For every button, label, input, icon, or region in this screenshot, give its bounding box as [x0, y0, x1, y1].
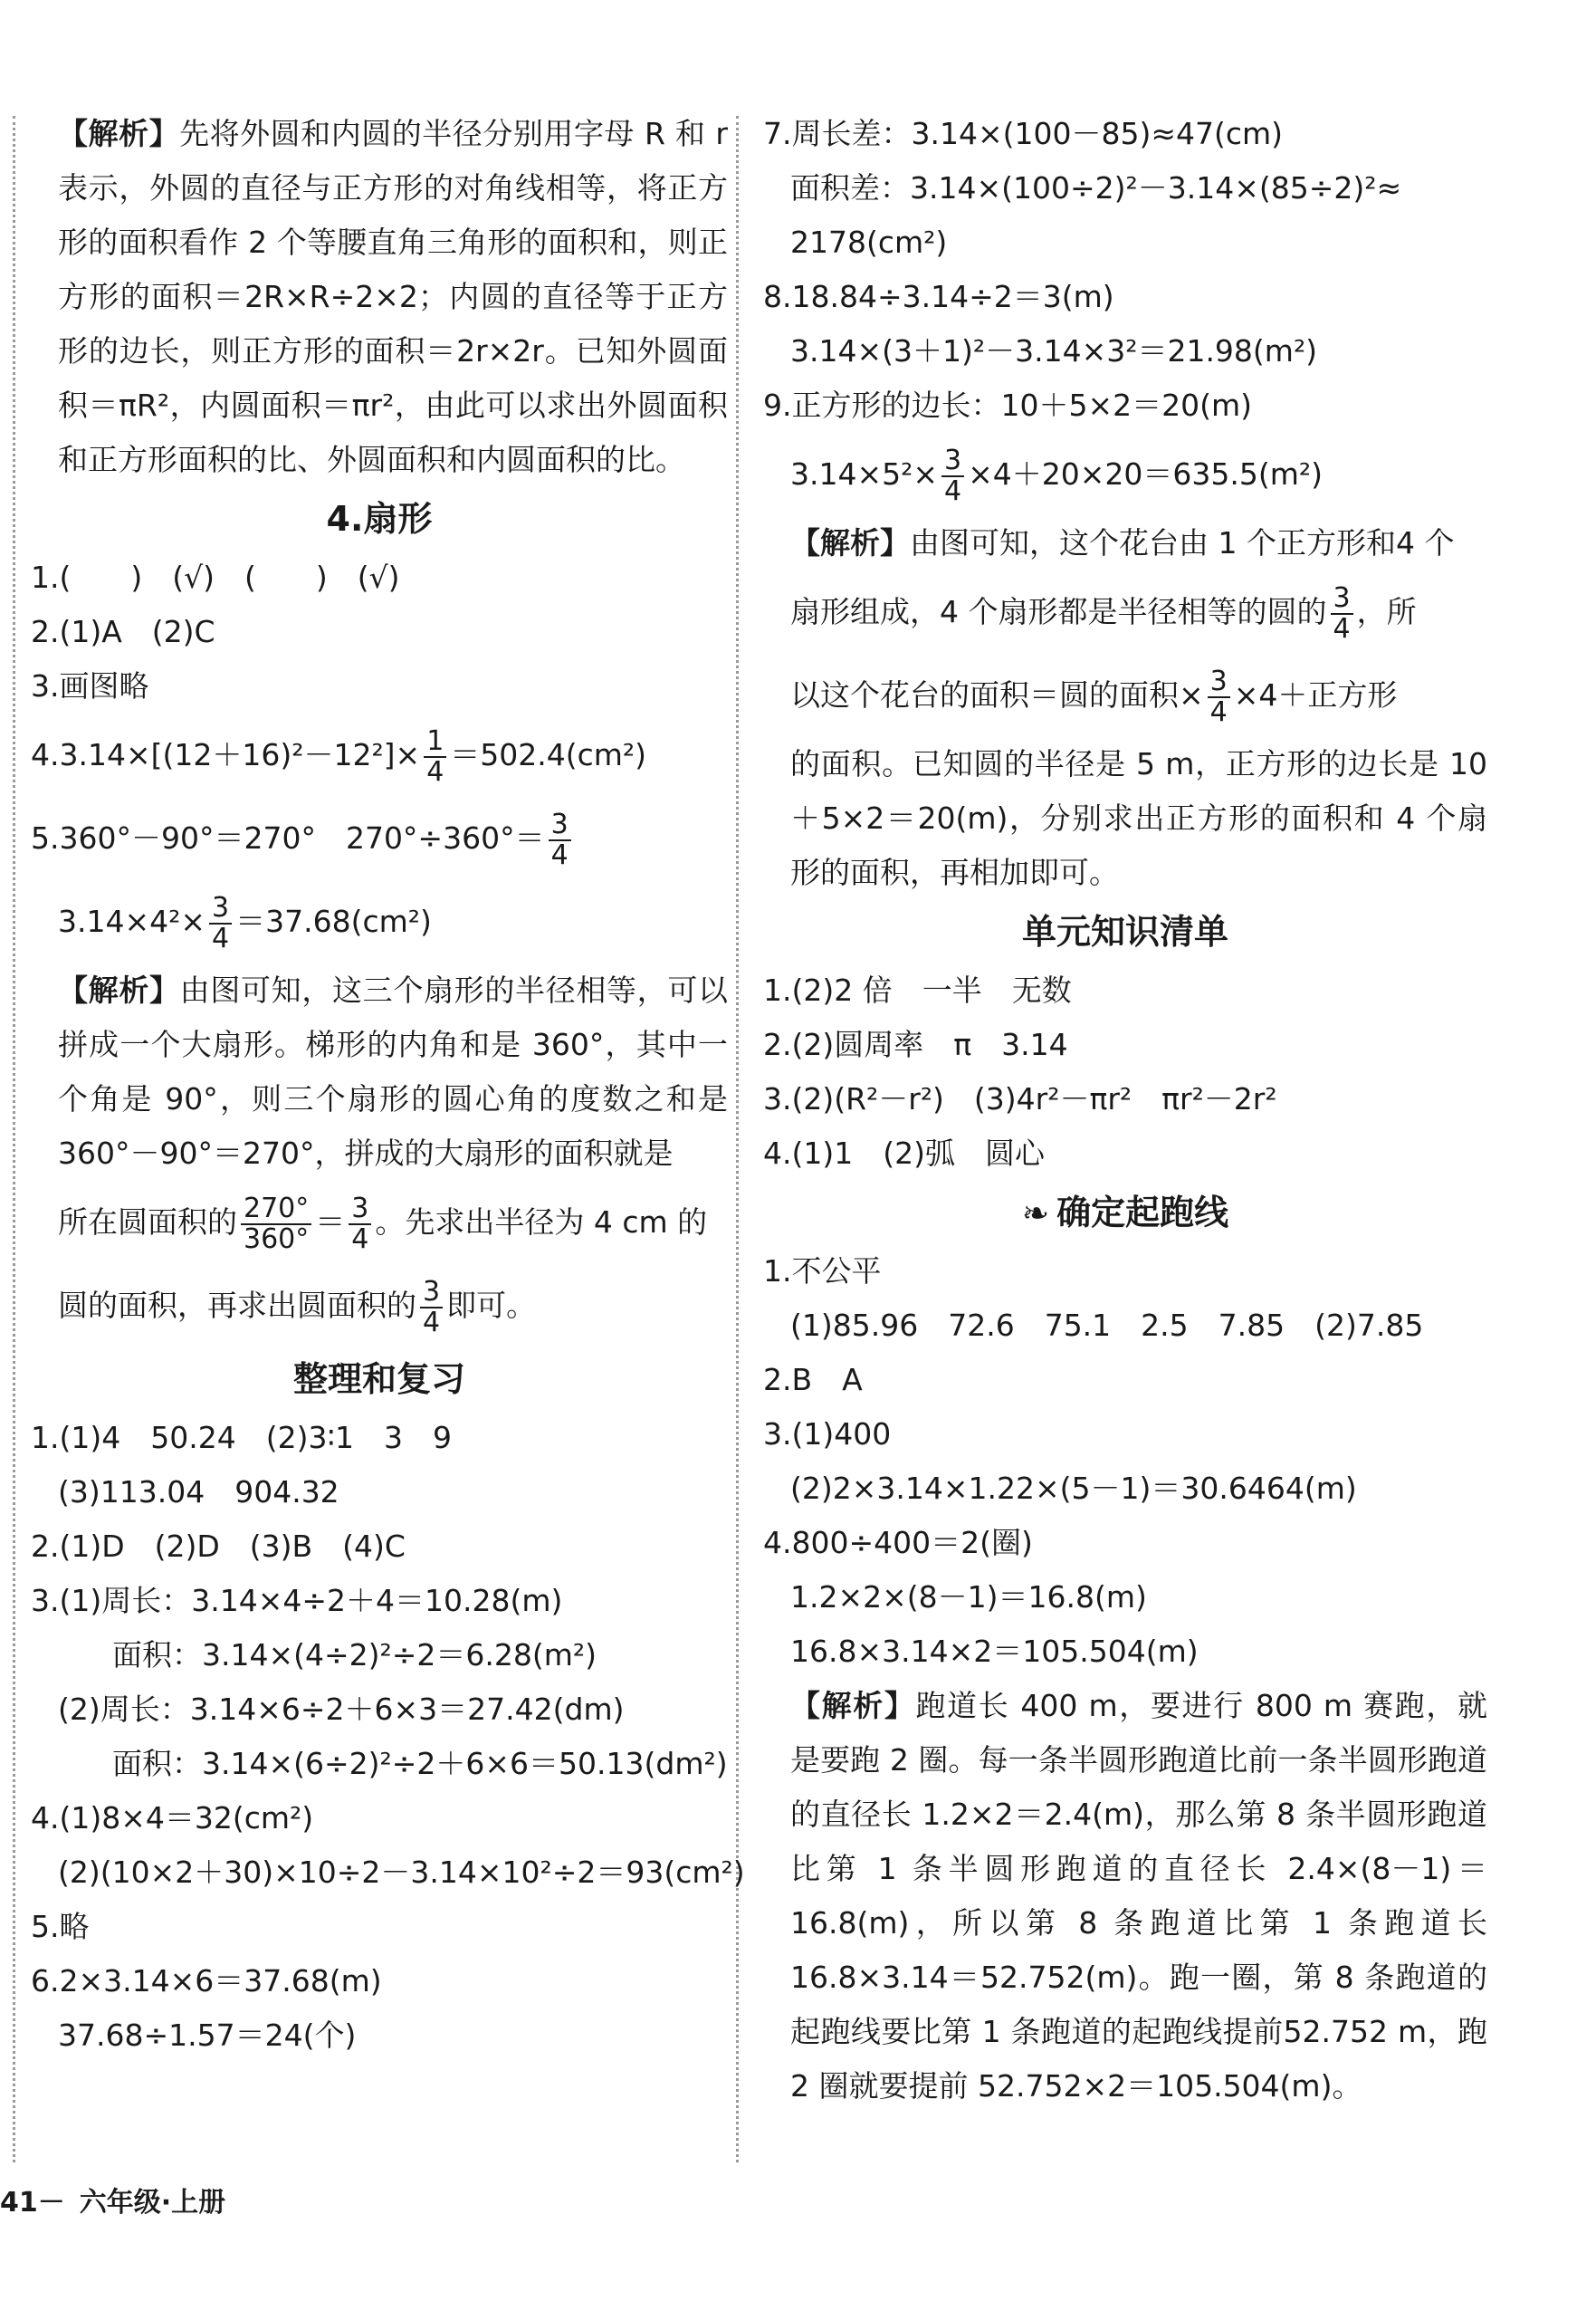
answer-line: 6.2×3.14×6＝37.68(m)	[31, 1963, 382, 1998]
answer-line: 3.(1)400	[763, 1416, 892, 1452]
analysis-line	[763, 516, 1487, 570]
analysis-line	[31, 1264, 728, 1347]
page-number: 41－	[0, 2187, 65, 2219]
fraction-denominator: 4	[426, 755, 444, 788]
analysis-tag: 【解析】	[58, 116, 180, 151]
answer-line: 2.(2)圆周率 π 3.14	[763, 1027, 1068, 1062]
expr-text: 4.3.14×[(12＋16)²－12²]×	[31, 737, 421, 772]
analysis-text: 圆的面积，再求出圆面积的	[58, 1288, 416, 1323]
answer-line: 3.14×(3＋1)²－3.14×3²＝21.98(m²)	[790, 333, 1318, 369]
analysis-text: 由图可知，这三个扇形的半径相等，可以拼成一个大扇形。梯形的内角和是 360°，其中一个角是 90°，则三个扇形的圆心角的度数之和是 360°－90°＝270°，拼成的大扇形的面积就是	[58, 973, 729, 1171]
answer-line: (3)113.04 904.32	[58, 1474, 339, 1510]
fraction-numerator: 3	[941, 446, 964, 477]
section-title-unit-checklist: 单元知识清单	[1021, 912, 1228, 952]
answer-line: 4.800÷400＝2(圈)	[763, 1525, 1033, 1560]
answer-line	[763, 433, 1487, 516]
answer-line: 2.(1)D (2)D (3)B (4)C	[31, 1529, 406, 1564]
answer-line: 面积：3.14×(4÷2)²÷2＝6.28(m²)	[112, 1637, 597, 1673]
right-column	[763, 107, 1487, 2114]
answer-line	[31, 797, 728, 880]
analysis-paragraph	[763, 1679, 1487, 2114]
answer-line: 3.(2)(R²－r²) (3)4r²－πr² πr²－2r²	[763, 1081, 1277, 1117]
fraction	[420, 1278, 443, 1337]
fraction-numerator: 3	[549, 810, 571, 841]
analysis-line	[763, 654, 1487, 737]
fraction	[241, 1194, 311, 1253]
expr-text: ×4＋20×20＝635.5(m²)	[968, 456, 1323, 492]
section-title-text: 确定起跑线	[1056, 1193, 1229, 1232]
page-footer	[0, 2181, 225, 2226]
answer-line: (2)(10×2＋30)×10÷2－3.14×10²÷2＝93(cm²)	[58, 1855, 745, 1890]
fraction-numerator: 270°	[241, 1194, 311, 1225]
fraction-numerator: 3	[209, 894, 232, 925]
analysis-line	[763, 570, 1487, 654]
analysis-text: 先将外圆和内圆的半径分别用字母 R 和 r 表示，外圆的直径与正方形的对角线相等，将正方形的面积看作 2 个等腰直角三角形的面积和，则正方形的面积＝2R×R÷2×2；内圆的直径等于正方形的边长，则正方形的面积＝2r×2r。已知外圆面积＝πR²，内圆面积＝πr²，由此可以求出外圆面积和正方形面积的比、外圆面积和内圆面积的比。	[58, 116, 728, 477]
section-title-starting-line	[763, 1181, 1487, 1244]
fraction-numerator: 3	[1331, 584, 1353, 615]
answer-line: 5.略	[31, 1909, 90, 1944]
book-label: 六年级·上册	[79, 2187, 226, 2219]
answer-line: (2)周长：3.14×6÷2＋6×3＝27.42(dm)	[58, 1692, 625, 1727]
expr-text: 3.14×4²×	[58, 904, 206, 939]
analysis-tag: 【解析】	[790, 1688, 916, 1723]
sprout-icon: ❧	[1021, 1195, 1050, 1232]
fraction	[209, 894, 232, 953]
section-title-sector: 4.扇形	[326, 499, 433, 539]
analysis-text: ×4＋正方形	[1233, 677, 1398, 713]
analysis-text: 扇形组成，4 个扇形都是半径相等的圆的	[790, 594, 1327, 629]
answer-line: 2178(cm²)	[790, 225, 948, 260]
analysis-text: 以这个花台的面积＝圆的面积×	[790, 677, 1204, 713]
answer-line: 1.(1)4 50.24 (2)3∶1 3 9	[31, 1420, 453, 1455]
answer-line: 2.B A	[763, 1362, 863, 1397]
analysis-text: 所在圆面积的	[58, 1204, 237, 1240]
answer-line: 1.(2)2 倍 一半 无数	[763, 973, 1072, 1008]
fraction-denominator: 4	[944, 474, 962, 507]
expr-text: 5.360°－90°＝270° 270°÷360°＝	[31, 820, 545, 856]
fraction-numerator: 3	[420, 1278, 443, 1308]
analysis-paragraph: 的面积。已知圆的半径是 5 m，正方形的边长是 10＋5×2＝20(m)，分别求出正方形的面积和 4 个扇形的面积，再相加即可。	[790, 746, 1487, 890]
fraction-denominator: 4	[212, 922, 230, 954]
analysis-tag: 【解析】	[58, 973, 180, 1008]
fraction	[1208, 667, 1230, 726]
answer-line: 3.(1)周长：3.14×4÷2＋4＝10.28(m)	[31, 1583, 563, 1618]
fraction	[349, 1194, 371, 1253]
analysis-text: 由图可知，这个花台由 1 个正方形和4 个	[910, 525, 1455, 561]
answer-line: 1.( ) (√) ( ) (√)	[31, 560, 400, 595]
answer-line: 9.正方形的边长：10＋5×2＝20(m)	[763, 388, 1253, 423]
fraction-denominator: 4	[1333, 612, 1351, 645]
fraction-denominator: 4	[550, 839, 569, 871]
answer-line: 2.(1)A (2)C	[31, 614, 215, 649]
expr-text: ＝37.68(cm²)	[235, 904, 432, 939]
analysis-text: ，所	[1356, 594, 1417, 629]
fraction-numerator: 1	[424, 727, 446, 758]
fraction	[941, 446, 964, 505]
expr-text: 3.14×5²×	[790, 456, 939, 492]
analysis-paragraph	[31, 107, 728, 487]
answer-line: 4.(1)8×4＝32(cm²)	[31, 1800, 314, 1836]
section-title-review: 整理和复习	[292, 1359, 465, 1399]
left-margin-rule	[13, 116, 15, 2162]
fraction-numerator: 3	[349, 1194, 371, 1225]
analysis-tag: 【解析】	[790, 525, 910, 561]
equals-sign: ＝	[315, 1204, 346, 1240]
answer-line: 37.68÷1.57＝24(个)	[58, 2018, 357, 2053]
fraction-denominator: 4	[351, 1222, 369, 1255]
answer-line: 面积差：3.14×(100÷2)²－3.14×(85÷2)²≈	[790, 170, 1402, 206]
analysis-text: 跑道长 400 m，要进行 800 m 赛跑，就是要跑 2 圈。每一条半圆形跑道比前一条半圆形跑道的直径长 1.2×2＝2.4(m)，那么第 8 条半圆形跑道比第 1 条半圆形跑道的直径长 2.4×(8－1)＝16.8(m)，所以第 8 条跑道比第 1 条跑道长 16.8×3.14＝52.752(m)。跑一圈，第 8 条跑道的起跑线要比第 1 条跑道的起跑线提前52.752 m，跑 2 圈就要提前 52.752×2＝105.504(m)。	[790, 1688, 1488, 2104]
analysis-text: 。先求出半径为 4 cm 的	[375, 1204, 708, 1240]
fraction-denominator: 360°	[244, 1222, 310, 1255]
expr-text: ＝502.4(cm²)	[450, 737, 647, 772]
analysis-text: 即可。	[446, 1288, 537, 1323]
answer-line: 3.画图略	[31, 668, 149, 704]
analysis-line	[31, 1181, 728, 1264]
answer-line: (2)2×3.14×1.22×(5－1)＝30.6464(m)	[790, 1471, 1357, 1506]
fraction-numerator: 3	[1208, 667, 1230, 698]
answer-line: 4.(1)1 (2)弧 圆心	[763, 1136, 1045, 1171]
fraction	[424, 727, 446, 786]
answer-line: 1.不公平	[763, 1253, 882, 1289]
analysis-paragraph	[31, 963, 728, 1181]
answer-line: 面积：3.14×(6÷2)²÷2＋6×6＝50.13(dm²)	[112, 1746, 728, 1781]
answer-line	[31, 880, 728, 963]
left-column	[31, 107, 745, 2063]
answer-line: (1)85.96 72.6 75.1 2.5 7.85 (2)7.85	[790, 1308, 1424, 1343]
fraction	[1331, 584, 1353, 643]
fraction-denominator: 4	[1209, 695, 1228, 728]
answer-line	[31, 714, 728, 797]
answer-line: 16.8×3.14×2＝105.504(m)	[790, 1634, 1199, 1669]
answer-line: 1.2×2×(8－1)＝16.8(m)	[790, 1579, 1147, 1615]
answer-line: 7.周长差：3.14×(100－85)≈47(cm)	[763, 116, 1284, 151]
fraction	[549, 810, 571, 869]
answer-line: 8.18.84÷3.14÷2＝3(m)	[763, 279, 1114, 314]
fraction-denominator: 4	[423, 1306, 441, 1338]
